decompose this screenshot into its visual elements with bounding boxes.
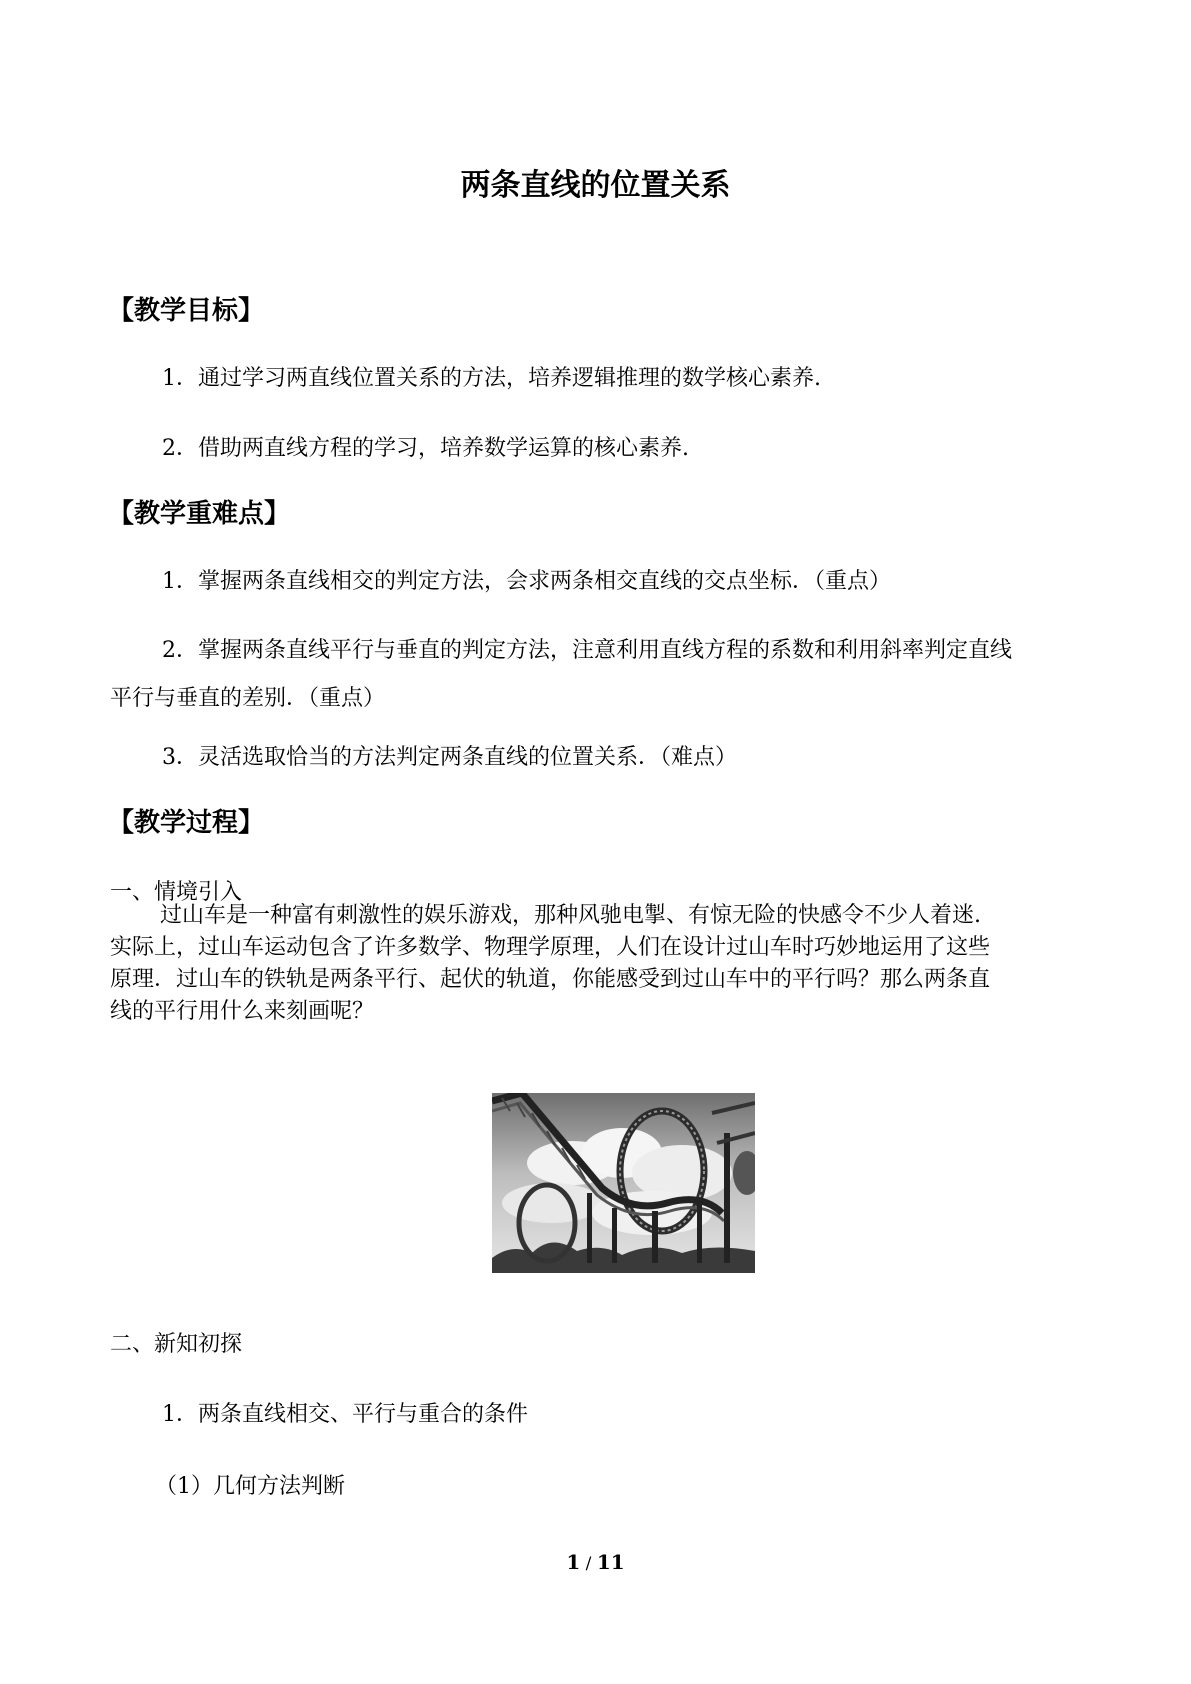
scenario-line-2: 实际上，过山车运动包含了许多数学、物理学原理，人们在设计过山车时巧妙地运用了这些 [110,935,991,960]
key-point-item-2: 2．掌握两条直线平行与垂直的判定方法，注意利用直线方程的系数和利用斜率判定直线 [162,638,1012,663]
scenario-paragraph [110,900,1085,1028]
process-part2-title: 二、新知初探 [110,1332,243,1357]
process-part1-title: 一、情境引入 [110,880,243,905]
section-heading-objectives: 【教学目标】 [108,296,265,326]
page-total: 11 [596,1550,625,1574]
section-heading-key-points: 【教学重难点】 [108,499,291,529]
new-knowledge-item-1: 1．两条直线相交、平行与重合的条件 [162,1402,528,1427]
scenario-line-3: 原理．过山车的铁轨是两条平行、起伏的轨道，你能感受到过山车中的平行吗？那么两条直 [110,967,991,992]
objective-item-1: 1．通过学习两直线位置关系的方法，培养逻辑推理的数学核心素养. [162,366,821,391]
scenario-line-1: 过山车是一种富有刺激性的娱乐游戏，那种风驰电掣、有惊无险的快感令不少人着迷. [160,903,981,928]
page-indicator: 1 / 11 [566,1550,625,1574]
page-current: 1 [566,1550,581,1574]
new-knowledge-subitem-1: （1）几何方法判断 [155,1474,345,1499]
document-title: 两条直线的位置关系 [460,168,731,203]
roller-coaster-photo [492,1093,755,1273]
section-heading-process: 【教学过程】 [108,808,265,838]
key-point-item-1: 1．掌握两条直线相交的判定方法，会求两条相交直线的交点坐标．（重点） [162,569,891,594]
key-point-item-2-continued: 平行与垂直的差别．（重点） [110,686,386,711]
scenario-line-4: 线的平行用什么来刻画呢？ [110,999,375,1024]
objective-item-2: 2．借助两直线方程的学习，培养数学运算的核心素养. [162,436,689,461]
key-point-item-3: 3．灵活选取恰当的方法判定两条直线的位置关系．（难点） [162,745,737,770]
